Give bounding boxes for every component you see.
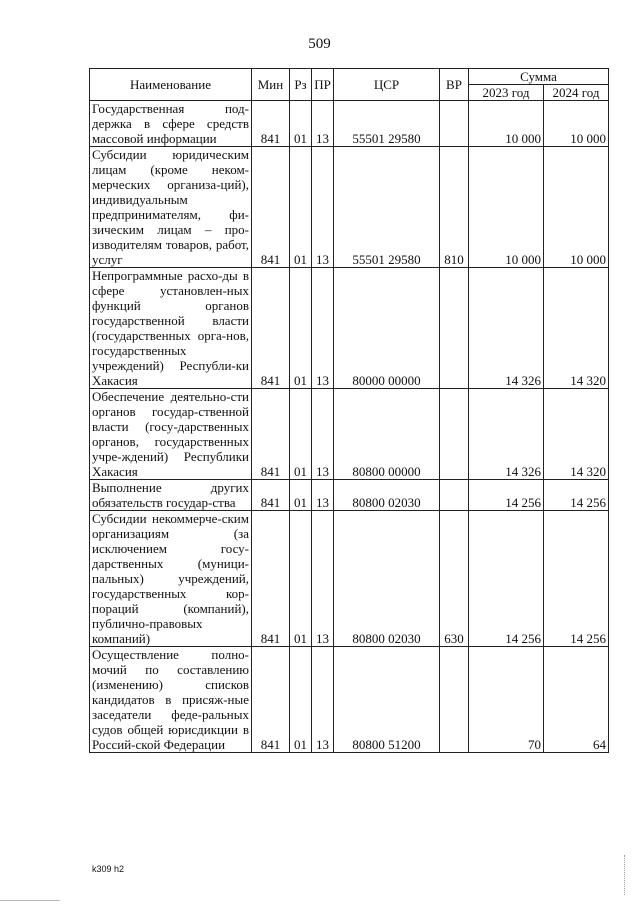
row-sum-2024: 10 000 — [544, 147, 609, 268]
row-min: 841 — [252, 511, 290, 647]
row-sum-2023: 14 256 — [469, 480, 544, 511]
row-min: 841 — [252, 101, 290, 147]
row-name: Субсидии юридическим лицам (кроме неком-мерческих организа-ций), индивидуальным предпринимателям, фи-зическим лицам – про-изводителям товаров, работ, услуг — [90, 147, 252, 268]
table-row — [90, 480, 609, 511]
row-pr: 13 — [312, 268, 334, 389]
row-min: 841 — [252, 389, 290, 480]
row-name: Непрограммные расхо-ды в сфере установлен-ных функций органов государственной власти (государственных орга-нов, государственных учреждений) Республи-ки Хакасия — [90, 268, 252, 389]
row-csr: 80800 02030 — [334, 480, 440, 511]
row-csr: 55501 29580 — [334, 101, 440, 147]
row-sum-2024: 10 000 — [544, 101, 609, 147]
header-year-2024: 2024 год — [544, 85, 609, 101]
row-min: 841 — [252, 480, 290, 511]
row-name: Осуществление полно-мочий по составлению (изменению) списков кандидатов в присяж-ные заседатели феде-ральных судов общей юрисдикции в Россий-ской Федерации — [90, 647, 252, 753]
row-rz: 01 — [290, 480, 312, 511]
table-row — [90, 647, 609, 753]
header-csr: ЦСР — [334, 69, 440, 101]
row-pr: 13 — [312, 647, 334, 753]
row-vr — [440, 268, 469, 389]
table-row — [90, 389, 609, 480]
header-year-2023: 2023 год — [469, 85, 544, 101]
row-vr — [440, 389, 469, 480]
row-sum-2023: 70 — [469, 647, 544, 753]
row-sum-2024: 14 256 — [544, 511, 609, 647]
row-rz: 01 — [290, 101, 312, 147]
header-pr: ПР — [312, 69, 334, 101]
header-min: Мин — [252, 69, 290, 101]
row-pr: 13 — [312, 389, 334, 480]
row-sum-2024: 14 320 — [544, 389, 609, 480]
row-sum-2024: 14 320 — [544, 268, 609, 389]
table-row — [90, 511, 609, 647]
row-name: Субсидии некоммерче-ским организациям (за исключением госу-дарственных (муници-пальных) учреждений, государственных кор-пораций (компаний), публично-правовых компаний) — [90, 511, 252, 647]
row-csr: 80000 00000 — [334, 268, 440, 389]
row-pr: 13 — [312, 101, 334, 147]
table-row — [90, 101, 609, 147]
row-csr: 80800 02030 — [334, 511, 440, 647]
row-name: Выполнение других обязательств государ-ства — [90, 480, 252, 511]
row-vr: 630 — [440, 511, 469, 647]
table-row — [90, 147, 609, 268]
header-rz: Рз — [290, 69, 312, 101]
scan-artifact — [624, 855, 633, 895]
page-number: 509 — [308, 36, 331, 52]
scan-edge-line — [0, 900, 60, 901]
row-sum-2024: 14 256 — [544, 480, 609, 511]
row-sum-2023: 10 000 — [469, 101, 544, 147]
row-min: 841 — [252, 647, 290, 753]
row-vr — [440, 101, 469, 147]
header-vr: ВР — [440, 69, 469, 101]
row-rz: 01 — [290, 647, 312, 753]
row-csr: 55501 29580 — [334, 147, 440, 268]
row-sum-2023: 14 326 — [469, 268, 544, 389]
row-sum-2024: 64 — [544, 647, 609, 753]
table-row — [90, 268, 609, 389]
row-name: Обеспечение деятельно-сти органов государ-ственной власти (госу-дарственных органов, государственных учре-ждений) Республики Хакасия — [90, 389, 252, 480]
row-rz: 01 — [290, 511, 312, 647]
row-rz: 01 — [290, 389, 312, 480]
row-min: 841 — [252, 268, 290, 389]
row-sum-2023: 14 256 — [469, 511, 544, 647]
row-min: 841 — [252, 147, 290, 268]
budget-table — [89, 68, 609, 753]
header-sum: Сумма — [469, 69, 609, 85]
row-csr: 80800 51200 — [334, 647, 440, 753]
row-pr: 13 — [312, 480, 334, 511]
row-vr — [440, 480, 469, 511]
row-rz: 01 — [290, 147, 312, 268]
row-sum-2023: 10 000 — [469, 147, 544, 268]
row-rz: 01 — [290, 268, 312, 389]
row-name: Государственная под-держка в сфере средств массовой информации — [90, 101, 252, 147]
row-vr: 810 — [440, 147, 469, 268]
row-sum-2023: 14 326 — [469, 389, 544, 480]
footer-code: k309 h2 — [92, 864, 125, 874]
row-vr — [440, 647, 469, 753]
header-name: Наименование — [90, 69, 252, 101]
row-pr: 13 — [312, 147, 334, 268]
row-pr: 13 — [312, 511, 334, 647]
row-csr: 80800 00000 — [334, 389, 440, 480]
